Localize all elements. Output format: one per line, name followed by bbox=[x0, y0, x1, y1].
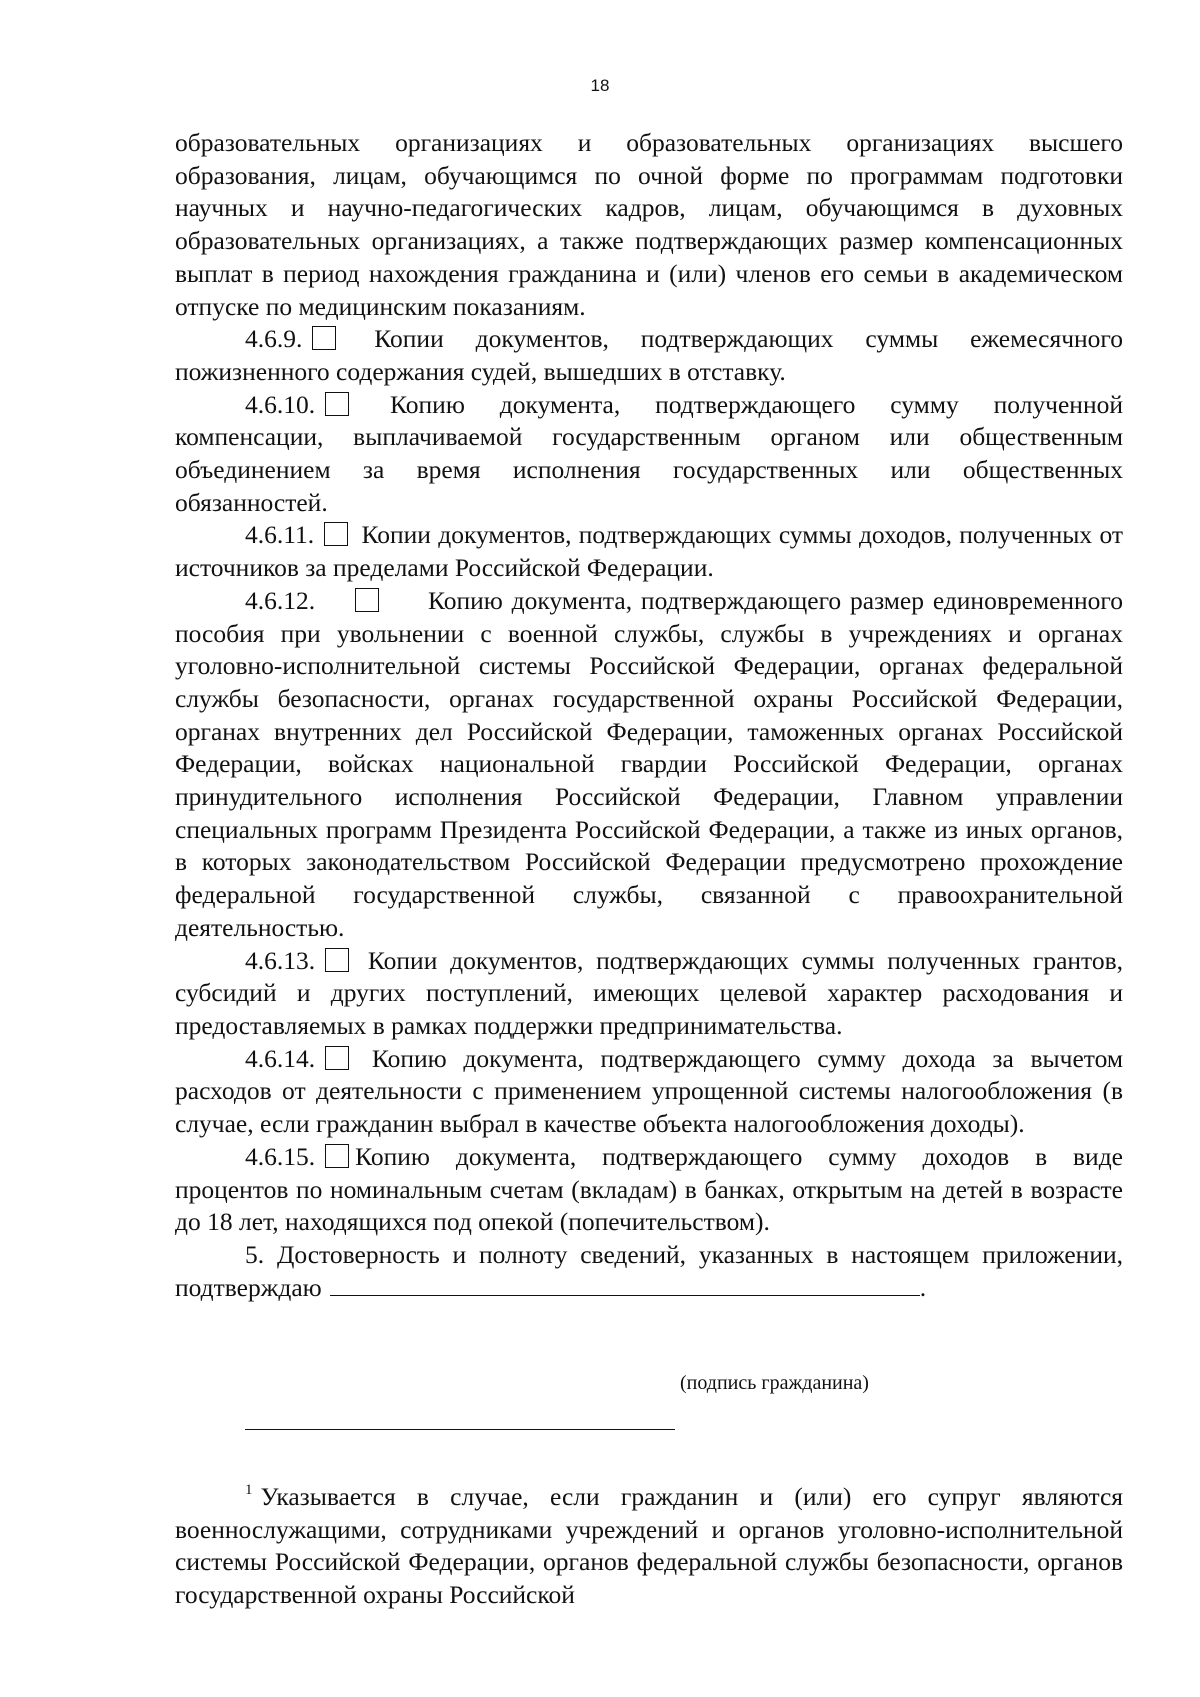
item-4-6-12 bbox=[175, 585, 1123, 945]
item-text: Копию документа, подтверждающего размер единовременного пособия при увольнении с военной службы, службы в учреждениях и органах уголовно-исполнительной системы Российской Федерации, органах федеральной службы безопасности, органах государственной охраны Российской Федерации, органах внутренних дел Российской Федерации, таможенных органах Российской Федерации, войсках национальной гвардии Российской Федерации, органах принудительного исполнения Российской Федерации, Главном управлении специальных программ Президента Российской Федерации, а также из иных органов, в которых законодательством Российской Федерации предусмотрено прохождение федеральной государственной службы, связанной с правоохранительной деятельностью. bbox=[175, 585, 1124, 942]
item-text: Копию документа, подтверждающего сумму доходов в виде процентов по номинальным счетам (вкладам) в банках, открытым на детей в возрасте до 18 лет, находящихся под опекой (попечительством). bbox=[175, 1141, 1123, 1237]
item-checkbox[interactable] bbox=[325, 1046, 349, 1070]
signature-line[interactable] bbox=[330, 1273, 920, 1296]
item-checkbox[interactable] bbox=[325, 392, 349, 416]
item-checkbox[interactable] bbox=[325, 1144, 349, 1168]
item-checkbox[interactable] bbox=[312, 326, 336, 350]
footnote-separator bbox=[245, 1429, 675, 1430]
item-checkbox[interactable] bbox=[324, 522, 348, 546]
footnote bbox=[175, 1474, 1123, 1611]
item-number: 4.6.14. bbox=[245, 1043, 316, 1073]
confirmation-text: 5. Достоверность и полноту сведений, указанных в настоящем приложении, подтверждаю bbox=[175, 1239, 1123, 1302]
item-4-6-14 bbox=[175, 1043, 1123, 1141]
item-4-6-15 bbox=[175, 1141, 1123, 1239]
document-body bbox=[175, 127, 1123, 1304]
confirmation-end: . bbox=[919, 1272, 927, 1302]
item-checkbox[interactable] bbox=[355, 588, 379, 612]
footnote-text: Указывается в случае, если гражданин и (или) его супруг являются военнослужащими, сотрудниками учреждений и органов уголовно-исполнительной системы Российской Федерации, органов федеральной службы безопасности, органов государственной охраны Российской bbox=[175, 1482, 1123, 1609]
page-number: 18 bbox=[590, 76, 610, 95]
confirmation-paragraph bbox=[175, 1239, 1123, 1304]
item-4-6-13 bbox=[175, 945, 1123, 1043]
item-checkbox[interactable] bbox=[325, 948, 349, 972]
item-number: 4.6.10. bbox=[245, 389, 316, 419]
signature-caption: (подпись гражданина) bbox=[680, 1372, 869, 1394]
item-number: 4.6.15. bbox=[245, 1141, 316, 1171]
item-4-6-10 bbox=[175, 389, 1123, 520]
item-number: 4.6.12. bbox=[245, 585, 316, 615]
item-text: Копии документов, подтверждающих суммы полученных грантов, субсидий и других поступлений, имеющих целевой характер расходования и предоставляемых в рамках поддержки предпринимательства. bbox=[175, 945, 1124, 1040]
item-4-6-9 bbox=[175, 323, 1123, 388]
item-text: Копию документа, подтверждающего сумму полученной компенсации, выплачиваемой государственным органом или общественным объединением за время исполнения государственных или общественных обязанностей. bbox=[175, 389, 1123, 517]
item-4-6-11 bbox=[175, 519, 1123, 584]
item-number: 4.6.13. bbox=[245, 945, 316, 975]
item-text: Копии документов, подтверждающих суммы доходов, полученных от источников за пределами Российской Федерации. bbox=[175, 520, 1123, 583]
item-number: 4.6.9. bbox=[245, 324, 303, 354]
intro-paragraph: образовательных организациях и образовательных организациях высшего образования, лицам, обучающимся по очной форме по программам подготовки научных и научно-педагогических кадров, лицам, обучающимся в духовных образовательных организациях, а также подтверждающих размер компенсационных выплат в период нахождения гражданина и (или) членов его семьи в академическом отпуске по медицинским показаниям. bbox=[175, 128, 1123, 321]
footnote-marker: 1 bbox=[245, 1482, 253, 1498]
item-text: Копии документов, подтверждающих суммы ежемесячного пожизненного содержания судей, вышедших в отставку. bbox=[175, 324, 1123, 386]
item-text: Копию документа, подтверждающего сумму дохода за вычетом расходов от деятельности с применением упрощенной системы налогообложения (в случае, если гражданин выбрал в качестве объекта налогообложения доходы). bbox=[175, 1043, 1123, 1139]
item-number: 4.6.11. bbox=[245, 520, 315, 550]
